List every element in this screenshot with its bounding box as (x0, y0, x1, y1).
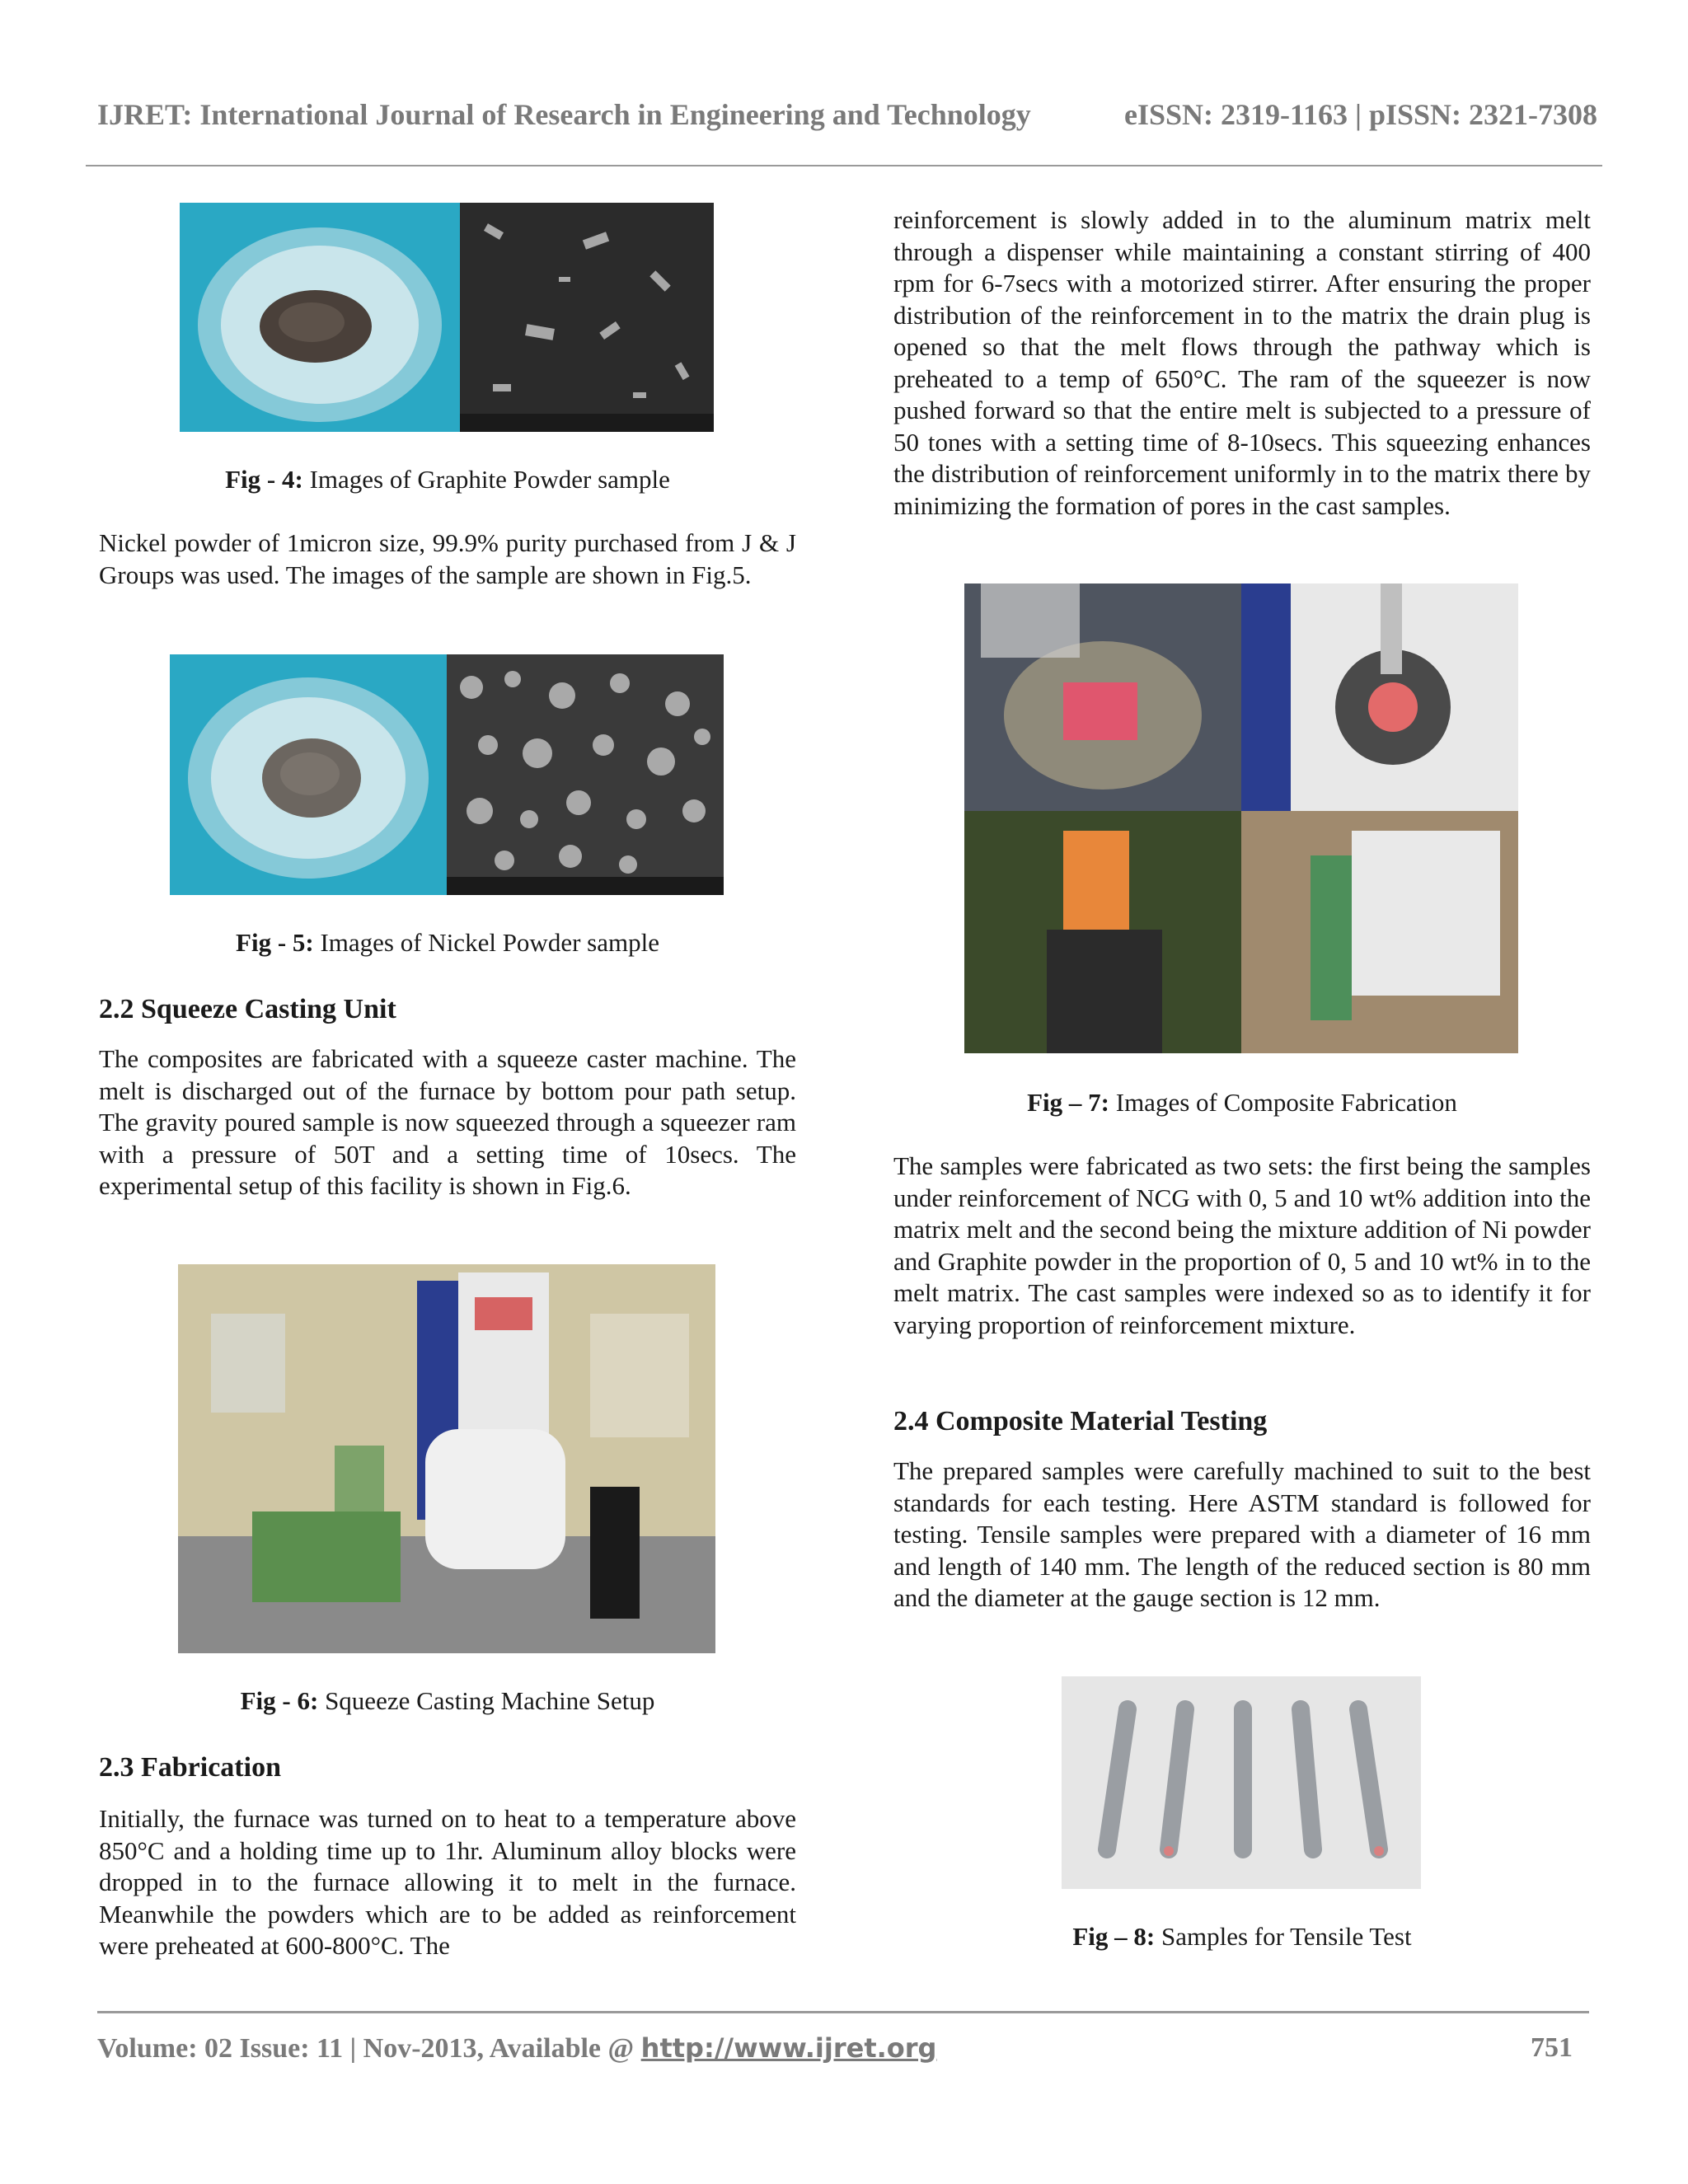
fig4-graphite-photo (180, 203, 460, 432)
fig5-nickel-photo (170, 654, 447, 895)
composite-fabrication-image (964, 583, 1518, 1053)
paragraph-material-testing: The prepared samples were carefully machined to suit to the best standards for each testing. Here ASTM standard is followed for testing. Tensile samples were prepared with a diameter of 16 mm and length of 140 mm. The length of the reduced section is 80 mm and the diameter at the gauge section is 12 mm. (893, 1456, 1591, 1612)
paragraph-samples: The samples were fabricated as two sets: the first being the samples under reinforcement of NCG with 0, 5 and 10 wt% addition into the matrix melt and the second being the mixture addition of Ni powder and Graphite powder in the proportion of 0, 5 and 10 wt% in to the melt matrix. The cast samples were indexed so as to identify it for varying proportion of reinforcement mixture. (893, 1151, 1591, 1339)
tensile-samples-image (1062, 1676, 1421, 1889)
paragraph-nickel: Nickel powder of 1micron size, 99.9% purity purchased from J & J Groups was used. The images of the sample are shown in Fig.5. (99, 528, 796, 589)
running-footer (97, 2032, 1573, 2064)
fig8-text: Samples for Tensile Test (1155, 1922, 1412, 1951)
graphite-bowl-image (180, 203, 460, 432)
journal-title: IJRET: International Journal of Research in Engineering and Technology (97, 98, 1031, 131)
fig5-caption (99, 928, 796, 958)
paragraph-fabrication-continued: reinforcement is slowly added in to the aluminum matrix melt through a dispenser while maintaining a constant stirring of 400 rpm for 6-7secs with a motorized stirrer. After ensuring the proper distribution of the reinforcement in to the matrix the drain plug is opened so that the melt flows through the pathway which is preheated to a temp of 650°C. The ram of the squeezer is now pushed forward so that the entire melt is subjected to a pressure of 50 tones with a setting time of 8-10secs. This squeezing enhances the distribution of reinforcement uniformly in to the matrix there by minimizing the formation of pores in the cast samples. (893, 205, 1591, 520)
fig8-caption (893, 1922, 1591, 1952)
fig6-machine-photo (178, 1264, 715, 1653)
nickel-sem-image (447, 654, 724, 895)
heading-2-3: 2.3 Fabrication (99, 1752, 281, 1783)
fig7-caption (893, 1088, 1591, 1118)
fig7-fabrication-collage (964, 583, 1518, 1053)
nickel-bowl-image (170, 654, 447, 895)
fig8-tensile-samples-photo (1062, 1676, 1421, 1889)
footer-rule (97, 2011, 1589, 2013)
fig4-text: Images of Graphite Powder sample (302, 465, 670, 494)
heading-2-2: 2.2 Squeeze Casting Unit (99, 994, 396, 1024)
fig8-label: Fig – 8: (1072, 1922, 1156, 1951)
volume-info: Volume: 02 Issue: 11 | Nov-2013, Available @ (97, 2033, 641, 2064)
fig4-label: Fig - 4: (225, 465, 303, 494)
graphite-sem-image (460, 203, 714, 432)
fig7-text: Images of Composite Fabrication (1109, 1088, 1457, 1117)
fig6-label: Fig - 6: (240, 1686, 319, 1715)
running-header (97, 97, 1597, 132)
fig6-caption (99, 1686, 796, 1716)
heading-2-4: 2.4 Composite Material Testing (893, 1406, 1268, 1436)
issn: eISSN: 2319-1163 | pISSN: 2321-7308 (1124, 98, 1597, 131)
journal-link[interactable]: http://www.ijret.org (640, 2032, 937, 2064)
fig4-caption (99, 465, 796, 494)
squeeze-machine-image (178, 1264, 715, 1653)
fig5-text: Images of Nickel Powder sample (313, 928, 659, 957)
fig5-nickel-sem (447, 654, 724, 895)
fig4-graphite-sem (460, 203, 714, 432)
fig7-label: Fig – 7: (1027, 1088, 1109, 1117)
paragraph-squeeze-casting: The composites are fabricated with a squeeze caster machine. The melt is discharged out of the furnace by bottom pour path setup. The gravity poured sample is now squeezed through a squeezer ram with a pressure of 50T and a setting time of 10secs. The experimental setup of this facility is shown in Fig.6. (99, 1044, 796, 1200)
header-rule (86, 165, 1602, 166)
fig5-label: Fig - 5: (236, 928, 314, 957)
page-number: 751 (1531, 2032, 1573, 2063)
fig6-text: Squeeze Casting Machine Setup (318, 1686, 655, 1715)
paragraph-fabrication: Initially, the furnace was turned on to heat to a temperature above 850°C and a holding time up to 1hr. Aluminum alloy blocks were dropped in to the furnace allowing it to melt in the furnace. Meanwhile the powders which are to be added as reinforcement were preheated at 600-800°C. The (99, 1804, 796, 1960)
